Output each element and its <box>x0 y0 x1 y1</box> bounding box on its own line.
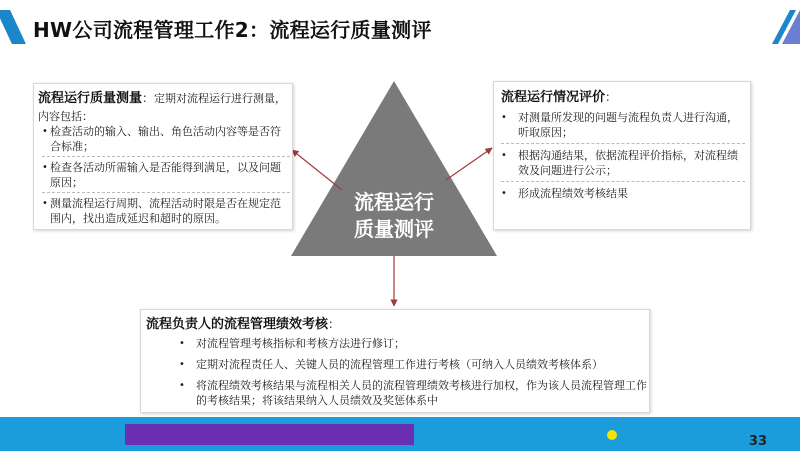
list-item: • 定期对流程责任人、关键人员的流程管理工作进行考核（可纳入人员绩效考核体系） <box>179 358 603 371</box>
bullet-icon: • <box>501 112 507 123</box>
list-item: • 根据沟通结果，依据流程评价指标，对流程绩效及问题进行公示； <box>501 148 745 182</box>
measurement-heading: 流程运行质量测量 <box>38 91 143 106</box>
evaluation-heading: 流程运行情况评价 <box>501 90 606 105</box>
evaluation-list <box>501 110 745 208</box>
list-item: • 测量流程运行周期、流程活动时限是否在规定范围内，找出造成延迟和超时的原因。 <box>42 197 281 225</box>
footer-purple-bar <box>125 424 414 445</box>
bullet-icon: • <box>42 162 48 173</box>
center-label <box>340 189 448 243</box>
evaluation-box <box>493 81 751 230</box>
evaluation-heading-row <box>501 86 617 105</box>
evaluation-heading-colon: ： <box>605 90 618 104</box>
arrow-right <box>446 148 492 180</box>
bullet-icon: • <box>179 359 185 370</box>
bullet-icon: • <box>501 150 507 161</box>
bullet-icon: • <box>179 380 185 391</box>
center-label-line2: 质量测评 <box>354 217 434 241</box>
list-item: • 对测量所发现的问题与流程负责人进行沟通，听取原因； <box>501 110 745 144</box>
list-item: • 将流程绩效考核结果与流程相关人员的流程管理绩效考核进行加权，作为该人员流程管理工作的考核结果；将该结果纳入人员绩效及奖惩体系中 <box>179 379 647 407</box>
measurement-heading-colon: ： <box>142 91 155 105</box>
assessment-heading: 流程负责人的流程管理绩效考核 <box>146 317 329 332</box>
bullet-icon: • <box>179 338 185 349</box>
assessment-heading-colon: ： <box>328 317 341 331</box>
assessment-list <box>179 336 649 414</box>
bullet-icon: • <box>42 126 48 137</box>
assessment-heading-row <box>146 313 340 332</box>
assessment-box <box>140 309 650 413</box>
list-item: • 检查活动的输入、输出、角色活动内容等是否符合标准； <box>42 124 290 157</box>
page-number: 33 <box>748 434 767 449</box>
list-item: • 对流程管理考核指标和考核方法进行修订； <box>179 337 405 350</box>
bullet-icon: • <box>42 198 48 209</box>
page-title: HW公司流程管理工作2：流程运行质量测评 <box>33 18 432 42</box>
bullet-icon: • <box>501 188 507 199</box>
measurement-box <box>33 83 293 230</box>
arrow-left <box>292 150 342 190</box>
list-item: • 检查各活动所需输入是否能得到满足，以及问题原因； <box>42 160 290 193</box>
measurement-list <box>42 124 290 231</box>
center-label-line1: 流程运行 <box>354 190 434 214</box>
footer-dot-icon <box>607 430 617 440</box>
list-item: • 形成流程绩效考核结果 <box>501 187 628 200</box>
measurement-desc: 定期对流程运行进行测量，内容包括： <box>38 92 287 123</box>
measurement-intro <box>38 89 290 125</box>
